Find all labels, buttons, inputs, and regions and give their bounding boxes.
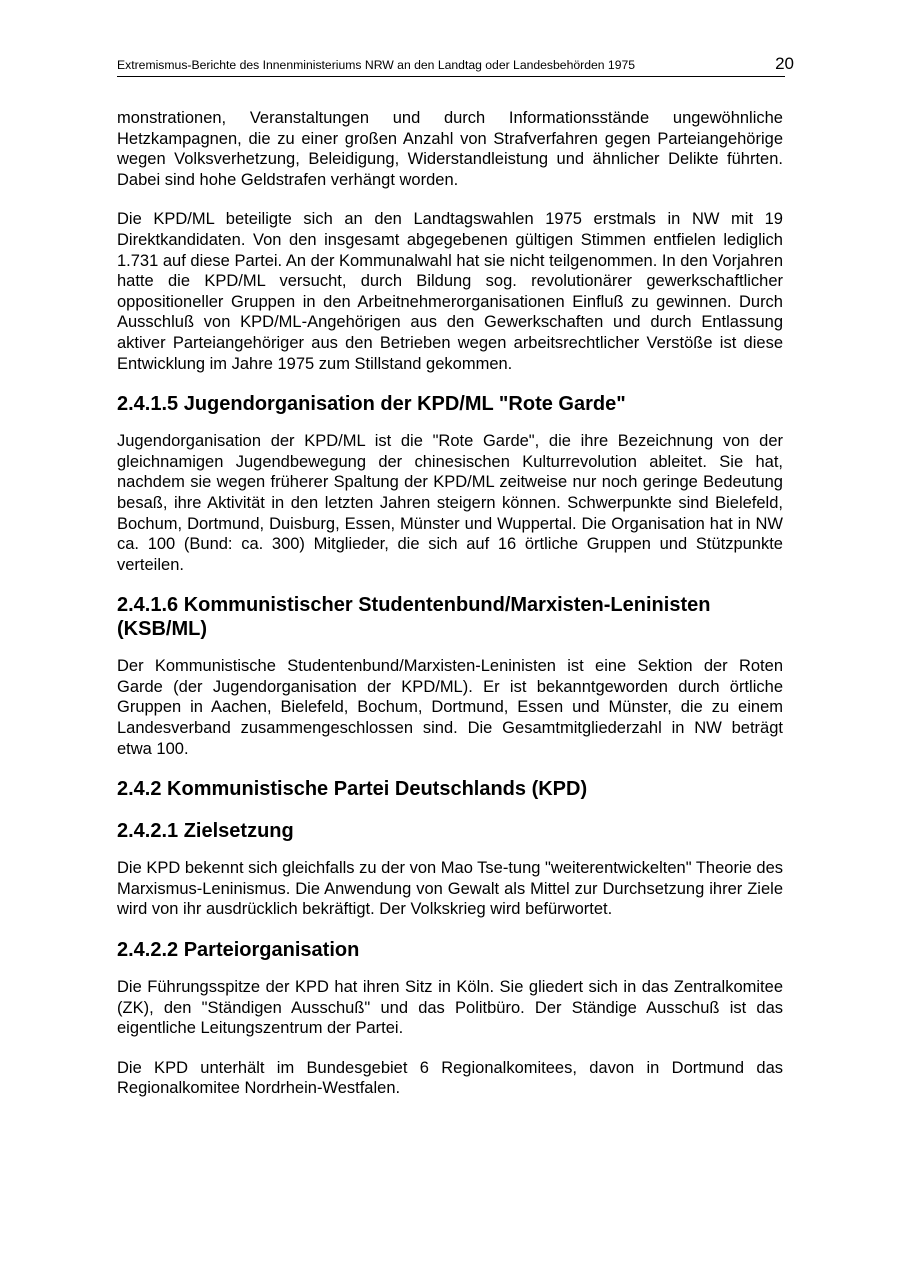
paragraph-5: Die KPD bekennt sich gleichfalls zu der von Mao Tse-tung "weiterentwickelten" Theorie des Marxismus-Leninismus. Die Anwendung von Gewalt als Mittel zur Durchsetzung ihrer Ziele wird von ihr ausdrücklich bekräftigt. Der Volkskrieg wird befürwortet. — [117, 859, 783, 919]
paragraph-4: Der Kommunistische Studentenbund/Marxisten-Leninisten ist eine Sektion der Roten Garde (der Jugendorganisation der KPD/ML). Er ist bekanntgeworden durch örtliche Gruppen in Aachen, Bielefeld, Bochum, Dortmund, Essen und Münster, die zu einem Landesverband zusammengeschlossen sind. Die Gesamtmitgliederzahl in NW beträgt etwa 100. — [117, 657, 783, 758]
page-content — [117, 108, 783, 1099]
heading-2-4-1-5: 2.4.1.5 Jugendorganisation der KPD/ML "Rote Garde" — [117, 393, 626, 416]
header-title: Extremismus-Berichte des Innenministeriums NRW an den Landtag oder Landesbehörden 1975 — [117, 58, 636, 72]
paragraph-1: monstrationen, Veranstaltungen und durch Informationsstände ungewöhnliche Hetzkampagnen, die zu einer großen Anzahl von Strafverfahren gegen Parteiangehörige wegen Volksverhetzung, Beleidigung, Widerstandleistung und ähnlicher Delikte führten. Dabei sind hohe Geldstrafen verhängt worden. — [117, 109, 783, 189]
paragraph-6: Die Führungsspitze der KPD hat ihren Sitz in Köln. Sie gliedert sich in das Zentralkomitee (ZK), den "Ständigen Ausschuß" und das Politbüro. Der Ständige Ausschuß ist das eigentliche Leitungszentrum der Partei. — [117, 978, 783, 1038]
page-header — [117, 52, 794, 77]
heading-2-4-2-2: 2.4.2.2 Parteiorganisation — [117, 939, 360, 962]
heading-2-4-1-6: 2.4.1.6 Kommunistischer Studentenbund/Marxisten-Leninisten (KSB/ML) — [117, 594, 711, 641]
paragraph-3: Jugendorganisation der KPD/ML ist die "Rote Garde", die ihre Bezeichnung von der gleichnamigen Jugendbewegung der chinesischen Kulturrevolution ableitet. Sie hat, nachdem sie wegen früherer Spaltung der KPD/ML zeitweise nur noch geringe Bedeutung besaß, ihre Aktivität in den letzten Jahren steigern können. Schwerpunkte sind Bielefeld, Bochum, Dortmund, Duisburg, Essen, Münster und Wuppertal. Die Organisation hat in NW ca. 100 (Bund: ca. 300) Mitglieder, die sich auf 16 örtliche Gruppen und Stützpunkte verteilen. — [117, 432, 783, 574]
heading-2-4-2-1: 2.4.2.1 Zielsetzung — [117, 820, 294, 843]
paragraph-7: Die KPD unterhält im Bundesgebiet 6 Regionalkomitees, davon in Dortmund das Regionalkomitee Nordrhein-Westfalen. — [117, 1058, 783, 1098]
paragraph-2: Die KPD/ML beteiligte sich an den Landtagswahlen 1975 erstmals in NW mit 19 Direktkandidaten. Von den insgesamt abgegebenen gültigen Stimmen entfielen lediglich 1.731 auf diese Partei. An der Kommunalwahl hat sie nicht teilgenommen. In den Vorjahren hatte die KPD/ML versucht, durch Bildung sog. revolutionärer gewerkschaftlicher oppositioneller Gruppen in den Arbeitnehmerorganisationen Einfluß zu gewinnen. Durch Ausschluß von KPD/ML-Angehörigen aus den Gewerkschaften und durch Entlassung aktiver Parteiangehöriger aus den Betrieben wegen arbeitsrechtlicher Verstöße ist diese Entwicklung im Jahre 1975 zum Stillstand gekommen. — [117, 210, 783, 373]
page-number: 20 — [775, 54, 794, 73]
heading-2-4-2: 2.4.2 Kommunistische Partei Deutschlands (KPD) — [117, 778, 588, 801]
